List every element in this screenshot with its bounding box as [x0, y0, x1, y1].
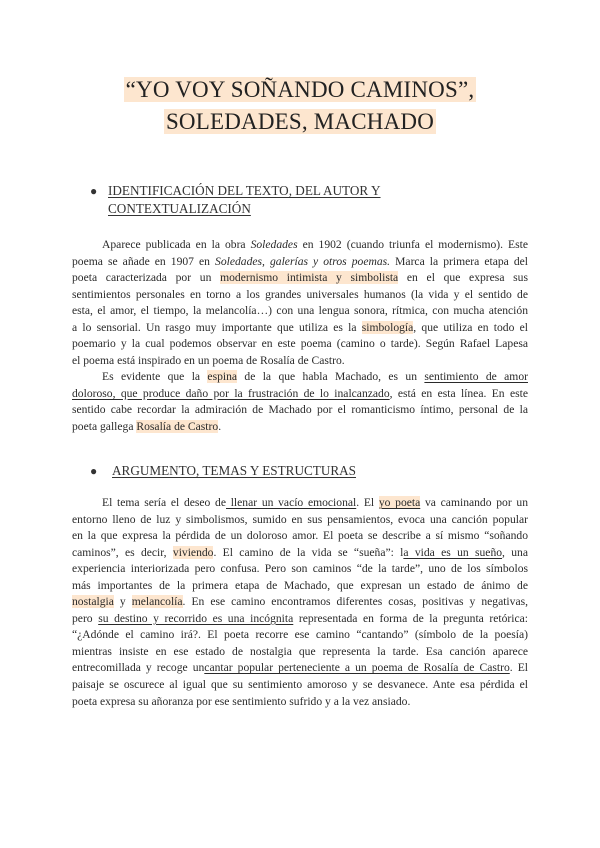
bullet-icon: ● [90, 184, 98, 198]
text-line: Aparece publicada en la obra Soledades en 1902 (cuando triunfa el modernismo). Este [102, 238, 528, 251]
text-line: poeta gallega Rosalía de Castro. [72, 420, 222, 434]
text-line: “¿Adónde el camino irá?. El poeta recorre ese camino “cantando” (símbolo de la poesía) [72, 628, 528, 642]
underline: su destino y recorrido es una incógnita [98, 611, 294, 625]
text-line: doloroso, que produce daño por la frustración de lo inalcanzado, está en esta línea. En este [72, 386, 528, 400]
section-heading-text: ARGUMENTO, TEMAS Y ESTRUCTURAS [112, 463, 356, 478]
text-line: pero su destino y recorrido es una incógnita representada en forma de la pregunta retórica: [72, 611, 529, 625]
highlight: simbología [361, 320, 414, 334]
highlight: espina [207, 370, 238, 384]
highlight: modernismo intimista y simbolista [220, 271, 399, 285]
text-line: en la que expresa la pérdida de un doloroso amor. El poeta se describe a sí mismo “soñando [72, 529, 528, 543]
text-line: poema se añade en 1907 en Soledades, galerías y otros poemas. Marca la primera etapa del [72, 254, 528, 268]
underline: sentimiento de amor [424, 370, 528, 384]
bullet-icon: ● [90, 464, 98, 478]
text-line: entrecomillada y recoge uncantar popular perteneciente a un poema de Rosalía de Castro. El [72, 661, 528, 675]
underline: llenar un vacío emocional [226, 496, 357, 509]
highlight: viviendo [172, 545, 214, 559]
section-heading-argument [90, 462, 432, 480]
text-line: a lo sensorial. Un rasgo muy importante que utiliza es la simbología, que utiliza en todo el [72, 320, 529, 334]
paragraph-identification [72, 237, 528, 436]
text-line: más importantes de la primera etapa de Machado, que expresan un estado de ánimo de [72, 578, 528, 592]
text-line: experiencia interiorizada pero confusa. Pero son caminos “de la tarde”, uno de los símbolos [72, 562, 528, 576]
text-line: sentimientos personales en torno a los grandes universales humanos (la vida y el sentido de [72, 287, 528, 301]
underline: a vida es un sueño [403, 545, 503, 559]
highlight: melancolía [131, 595, 183, 609]
underline: doloroso, que produce daño por la frustración de lo inalcanzado [72, 386, 390, 400]
underline: cantar popular perteneciente a un poema de Rosalía de Castro [204, 661, 510, 675]
highlight: nostalgia [72, 595, 114, 609]
highlight: Rosalía de Castro [136, 420, 219, 434]
text-line: Es evidente que la espina de la que habla Machado, es un sentimiento de amor [102, 370, 528, 384]
section-heading-text: IDENTIFICACIÓN DEL TEXTO, DEL AUTOR Y CONTEXTUALIZACIÓN [108, 183, 381, 216]
text-line: entorno lleno de luz y simbolismos, sumido en sus pensamientos, evoca una canción popular [72, 512, 528, 526]
text-line: sentido cabe recordar la admiración de Machado por el romanticismo íntimo, personal de la [72, 403, 528, 417]
text-line: el poema está inspirado en un poema de Rosalía de Castro. [72, 353, 345, 367]
text-line: poeta caracterizada por un modernismo intimista y simbolista en el que expresa sus [72, 271, 528, 285]
text-line: caminos”, es decir, viviendo. El camino de la vida se “sueña”: la vida es un sueño, una [72, 545, 528, 559]
page-title-line-2: SOLEDADES, MACHADO [165, 109, 435, 134]
text-line: poemario y la cual podemos observar en este poema (camino o tarde). Según Rafael Lapesa [72, 337, 528, 351]
text-line: esta, el amor, el tiempo, la melancolía…) con una lengua sonora, rítmica, con mucha atención [72, 304, 528, 318]
text-line: nostalgia y melancolía. En ese camino encontramos diferentes cosas, positivas y negativas, [72, 595, 529, 609]
text-line: paisaje se oscurece al igual que su sentimiento amoroso y se desvanece. Ante esa pérdida el [72, 678, 528, 692]
text-line: poeta expresa su añoranza por ese sentimiento sufrido y a la vez ansiado. [72, 694, 411, 708]
text-line: mientras insiste en ese estado de nostalgia que representa la tarde. Esa canción aparece [72, 644, 528, 658]
highlight: yo poeta [378, 496, 421, 509]
section-heading-identification [90, 182, 408, 218]
text-line: El tema sería el deseo de llenar un vacío emocional. El yo poeta va caminando por un [102, 496, 529, 509]
page-title-line-1: “YO VOY SOÑANDO CAMINOS”, [125, 77, 475, 102]
paragraph-argument [72, 495, 528, 710]
